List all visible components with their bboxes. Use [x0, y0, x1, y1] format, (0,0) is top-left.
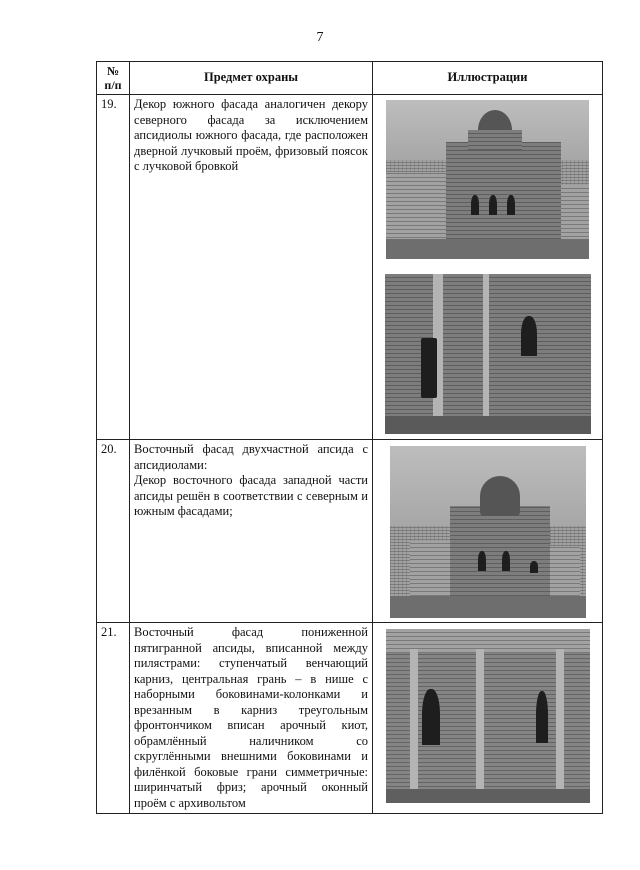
church-south-facade-photo	[386, 100, 589, 259]
header-subject: Предмет охраны	[130, 62, 373, 95]
table-row	[97, 95, 603, 440]
row-number: 19.	[97, 95, 130, 440]
table-row	[97, 623, 603, 814]
row-illustrations	[373, 440, 603, 623]
church-wall-detail-photo	[385, 274, 591, 434]
protection-table	[96, 61, 603, 814]
table-row	[97, 440, 603, 623]
church-east-facade-photo	[390, 446, 586, 618]
header-num-label: № п/п	[104, 64, 122, 92]
row-subject-line: Восточный фасад двухчастной апсида с апсидиолами:	[134, 442, 368, 472]
row-illustrations	[373, 95, 603, 440]
table-header-row	[97, 62, 603, 95]
row-subject: Декор южного фасада аналогичен декору северного фасада за исключением апсидиолы южного фасада, где расположен дверной лучковый проём, фризовый поясок с лучковой бровкой	[130, 95, 373, 440]
header-illustrations: Иллюстрации	[373, 62, 603, 95]
row-subject	[130, 440, 373, 623]
row-number: 21.	[97, 623, 130, 814]
row-subject-line: Декор восточного фасада западной части апсиды решён в соответствии с северным и южным фасадами;	[134, 473, 368, 518]
row-subject: Восточный фасад пониженной пятигранной апсиды, вписанной между пилястрами: ступенчатый венчающий карниз, центральная грань – в нише с наборными боковинами-колонками и врезанным в карниз треугольным фронтончиком вписан арочный киот, обрамлённый наличником со скруглёнными внешними боковинами и филёнкой боковые грани симметричные: ширинчатый фриз; арочный оконный проём с архивольтом	[130, 623, 373, 814]
row-illustrations	[373, 623, 603, 814]
apse-facade-photo	[386, 629, 590, 803]
row-number: 20.	[97, 440, 130, 623]
header-num	[97, 62, 130, 95]
page-number: 7	[316, 30, 324, 45]
